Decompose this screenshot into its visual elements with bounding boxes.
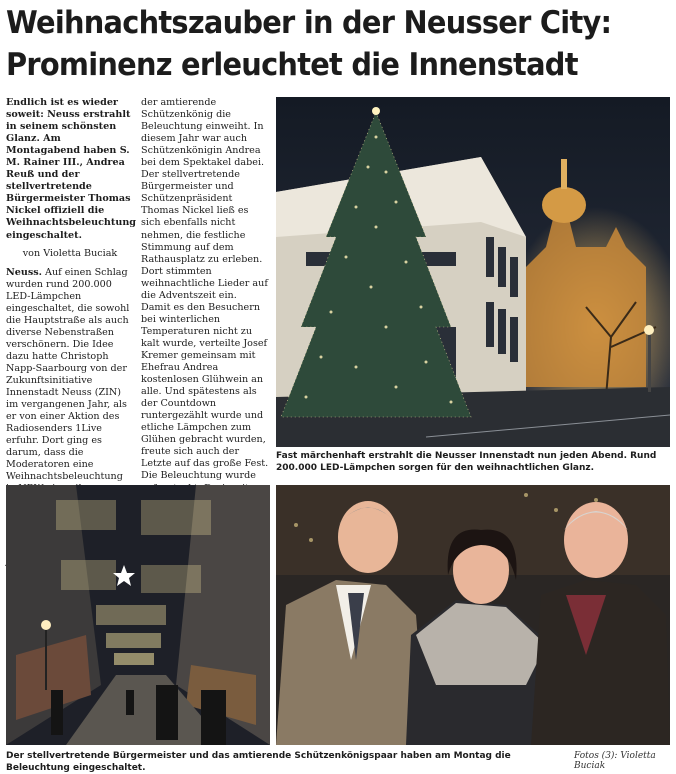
article-paragraph-1-text: Auf einen Schlag wurden rund 200.000 LED-Lämpchen eingeschaltet, die sowohl die Hauptstraße als auch diverse Nebenstraßen verschönern. Die Idee dazu hatte Christoph Napp-Saarbourg von der Zukunftsinitiative Innenstadt Neuss (ZIN) im vergangenen Jahr, als er von einer Aktion des Radiosenders 1Live erfuhr. Dort ging es darum, dass die Moderatoren eine Weihnachtsbeleuchtung bbox=[6, 266, 130, 483]
caption-top-photo: Fast märchenhaft erstrahlt die Neusser Innenstadt nun jeden Abend. Rund 200.000 LED-Lämpchen sorgen für den weihnachtlichen Glanz. bbox=[276, 451, 657, 473]
headline-line-1: Weihnachtszauber in der Neusser City: bbox=[6, 5, 612, 41]
christmas-tree-scene-image bbox=[276, 97, 670, 447]
article-lead: Endlich ist es wieder soweit: Neuss erstrahlt in seinem schönsten Glanz. Am Montagabend haben S. M. Rainer III., Andrea Reuß und der stellvertretende Bürgermeister Thomas Nickel offiziell die Weihnachtsbeleuchtung eingeschaltet. bbox=[6, 97, 136, 241]
photo-credit: Fotos (3): Violetta Buciak bbox=[574, 751, 656, 771]
article-byline: von Violetta Buciak bbox=[22, 247, 118, 259]
photo-three-dignitaries bbox=[276, 485, 670, 745]
article-kicker: Neuss. bbox=[6, 266, 42, 278]
photo-illuminated-street bbox=[6, 485, 270, 745]
illuminated-street-image bbox=[6, 485, 270, 745]
article-paragraph-2: der amtierende Schützenkönig die Beleuchtung einweiht. In diesem Jahr war auch Schützenkönigin Andrea bei dem Spektakel dabei. Der stellvertretende Bürgermeister und Schützenpräsident Thomas Nickel ließ es sich ebenfalls nicht nehmen, die festliche Stimmung auf dem Rathausplatz zu erleben. Dort stimmten weihnachtliche Lieder auf die Adventszeit ein. Damit es den Besuchern bei winterlichen Temperaturen nicht zu kalt wurde, verteilte Josef Kremer gemeinsam mit Ehefrau Andrea kostenlosen Glühwein an alle. Und spätestens als der Countdown runtergezählt wurde und etliche Lämpchen zum Glühen gebracht wurden, freute sich auch der Letzte auf das große Fest. Die Beleuchtung wurde bbox=[141, 97, 269, 482]
caption-bottom-photos: Der stellvertretende Bürgermeister und das amtierende Schützenkönigspaar haben am Montag die Beleuchtung eingeschaltet. bbox=[6, 751, 511, 773]
headline bbox=[6, 2, 624, 86]
headline-line-2: Prominenz erleuchtet die Innenstadt bbox=[6, 47, 578, 83]
photo-christmas-tree-night bbox=[276, 97, 670, 447]
three-dignitaries-image bbox=[276, 485, 670, 745]
